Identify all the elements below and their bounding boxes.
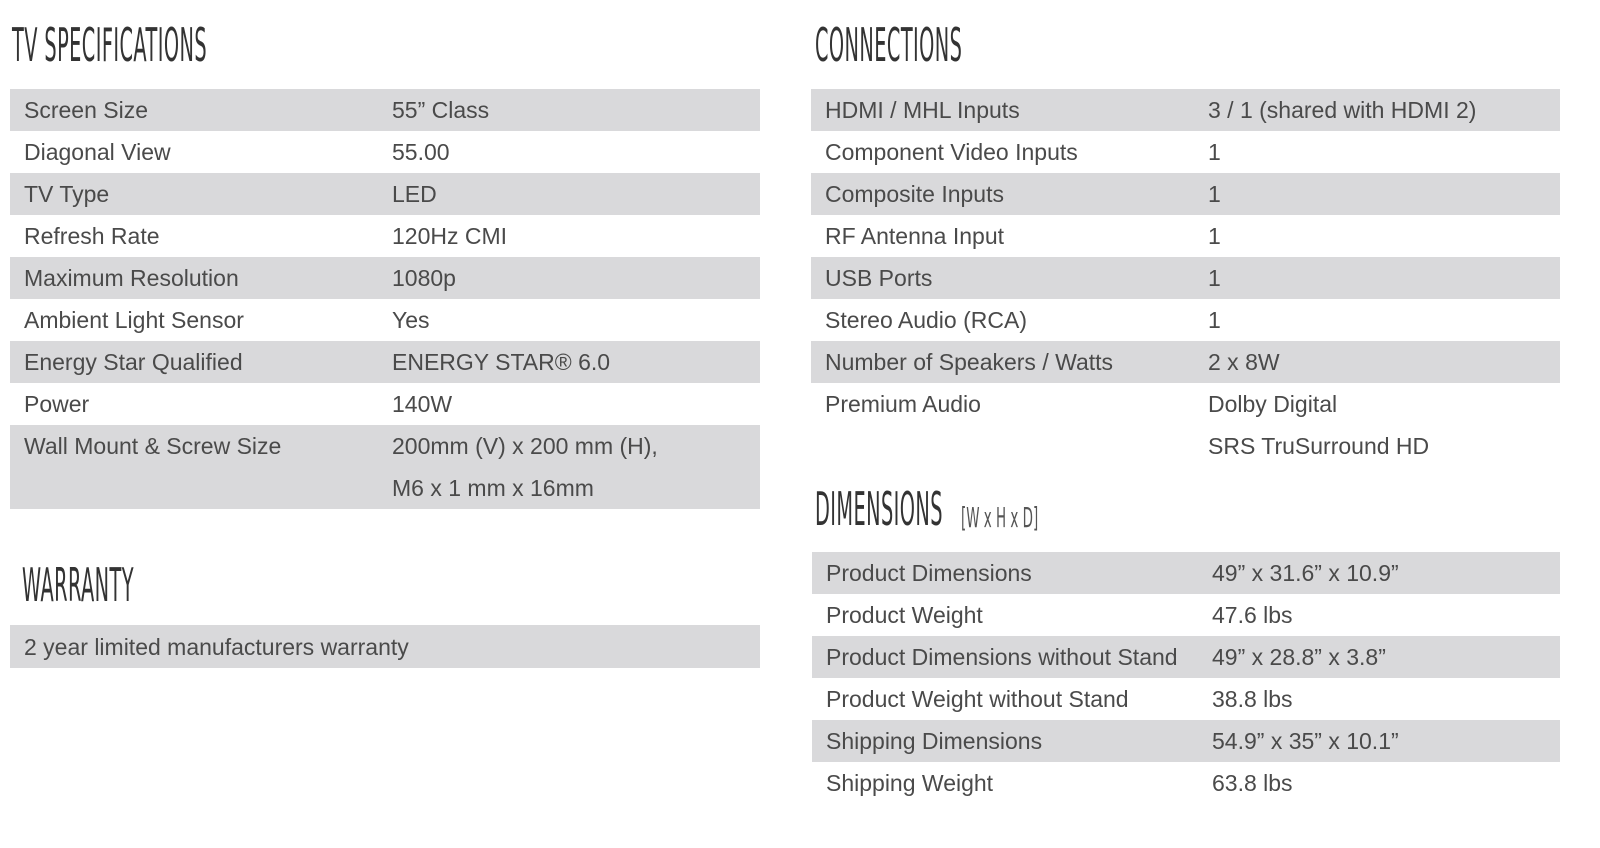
table-row	[10, 425, 760, 509]
table-row	[10, 89, 760, 131]
spec-label-text: Premium Audio	[825, 391, 981, 417]
connections-table	[811, 89, 1560, 467]
spec-label-text: Wall Mount & Screw Size	[24, 433, 282, 459]
dimensions-table	[812, 552, 1560, 804]
spec-value: 54.9” x 35” x 10.1”	[1212, 720, 1560, 762]
spec-label	[811, 383, 1208, 467]
spec-value: 47.6 lbs	[1212, 594, 1560, 636]
table-row	[811, 131, 1560, 173]
table-row	[811, 173, 1560, 215]
spec-label: Product Weight	[812, 594, 1212, 636]
table-row	[10, 131, 760, 173]
spec-value: 55” Class	[392, 89, 760, 131]
table-row	[10, 257, 760, 299]
spec-label: Shipping Weight	[812, 762, 1212, 804]
spec-label: Product Weight without Stand	[812, 678, 1212, 720]
spec-value: 2 x 8W	[1208, 341, 1560, 383]
spec-value: 1080p	[392, 257, 760, 299]
spec-label: Number of Speakers / Watts	[811, 341, 1208, 383]
table-row	[812, 552, 1560, 594]
spec-label: HDMI / MHL Inputs	[811, 89, 1208, 131]
table-row	[811, 257, 1560, 299]
spec-label: Energy Star Qualified	[10, 341, 392, 383]
spec-value-line: M6 x 1 mm x 16mm	[392, 475, 594, 501]
warranty-heading: WARRANTY	[22, 558, 134, 612]
connections-heading: CONNECTIONS	[815, 18, 963, 72]
spec-label: USB Ports	[811, 257, 1208, 299]
table-row	[10, 299, 760, 341]
spec-value: 120Hz CMI	[392, 215, 760, 257]
spec-label: RF Antenna Input	[811, 215, 1208, 257]
table-row	[812, 594, 1560, 636]
spec-value: 3 / 1 (shared with HDMI 2)	[1208, 89, 1560, 131]
spec-value: 1	[1208, 257, 1560, 299]
table-row	[812, 720, 1560, 762]
dimensions-heading: DIMENSIONS	[815, 482, 943, 536]
spec-value: ENERGY STAR® 6.0	[392, 341, 760, 383]
spec-label: Component Video Inputs	[811, 131, 1208, 173]
warranty-text: 2 year limited manufacturers warranty	[10, 625, 760, 668]
table-row	[812, 762, 1560, 804]
spec-value: 63.8 lbs	[1212, 762, 1560, 804]
spec-value: 55.00	[392, 131, 760, 173]
spec-value: 1	[1208, 173, 1560, 215]
spec-label: Ambient Light Sensor	[10, 299, 392, 341]
spec-label: Refresh Rate	[10, 215, 392, 257]
spec-value: 38.8 lbs	[1212, 678, 1560, 720]
spec-value: 1	[1208, 299, 1560, 341]
spec-value	[1208, 383, 1560, 467]
table-row	[812, 636, 1560, 678]
spec-value: 1	[1208, 131, 1560, 173]
table-row	[10, 215, 760, 257]
table-row	[10, 341, 760, 383]
spec-value: 49” x 28.8” x 3.8”	[1212, 636, 1560, 678]
spec-label: TV Type	[10, 173, 392, 215]
tv-specifications-heading: TV SPECIFICATIONS	[12, 18, 208, 72]
spec-label	[10, 425, 392, 509]
spec-label: Maximum Resolution	[10, 257, 392, 299]
spec-value-line: Dolby Digital	[1208, 391, 1338, 417]
table-row	[811, 215, 1560, 257]
table-row	[811, 299, 1560, 341]
spec-label: Shipping Dimensions	[812, 720, 1212, 762]
spec-label: Diagonal View	[10, 131, 392, 173]
table-row	[811, 341, 1560, 383]
tv-specifications-table	[10, 89, 760, 509]
spec-value-line: SRS TruSurround HD	[1208, 433, 1430, 459]
spec-value-line: 200mm (V) x 200 mm (H),	[392, 433, 658, 459]
table-row	[10, 383, 760, 425]
spec-value: LED	[392, 173, 760, 215]
spec-value	[392, 425, 760, 509]
spec-value: 1	[1208, 215, 1560, 257]
spec-label: Product Dimensions without Stand	[812, 636, 1212, 678]
table-row	[812, 678, 1560, 720]
spec-value: Yes	[392, 299, 760, 341]
table-row	[811, 383, 1560, 467]
spec-value: 140W	[392, 383, 760, 425]
spec-label: Screen Size	[10, 89, 392, 131]
spec-label: Stereo Audio (RCA)	[811, 299, 1208, 341]
table-row	[10, 173, 760, 215]
spec-value: 49” x 31.6” x 10.9”	[1212, 552, 1560, 594]
dimensions-subheading: [W x H x D]	[961, 501, 1039, 534]
spec-label: Composite Inputs	[811, 173, 1208, 215]
spec-label: Product Dimensions	[812, 552, 1212, 594]
spec-label: Power	[10, 383, 392, 425]
table-row	[811, 89, 1560, 131]
